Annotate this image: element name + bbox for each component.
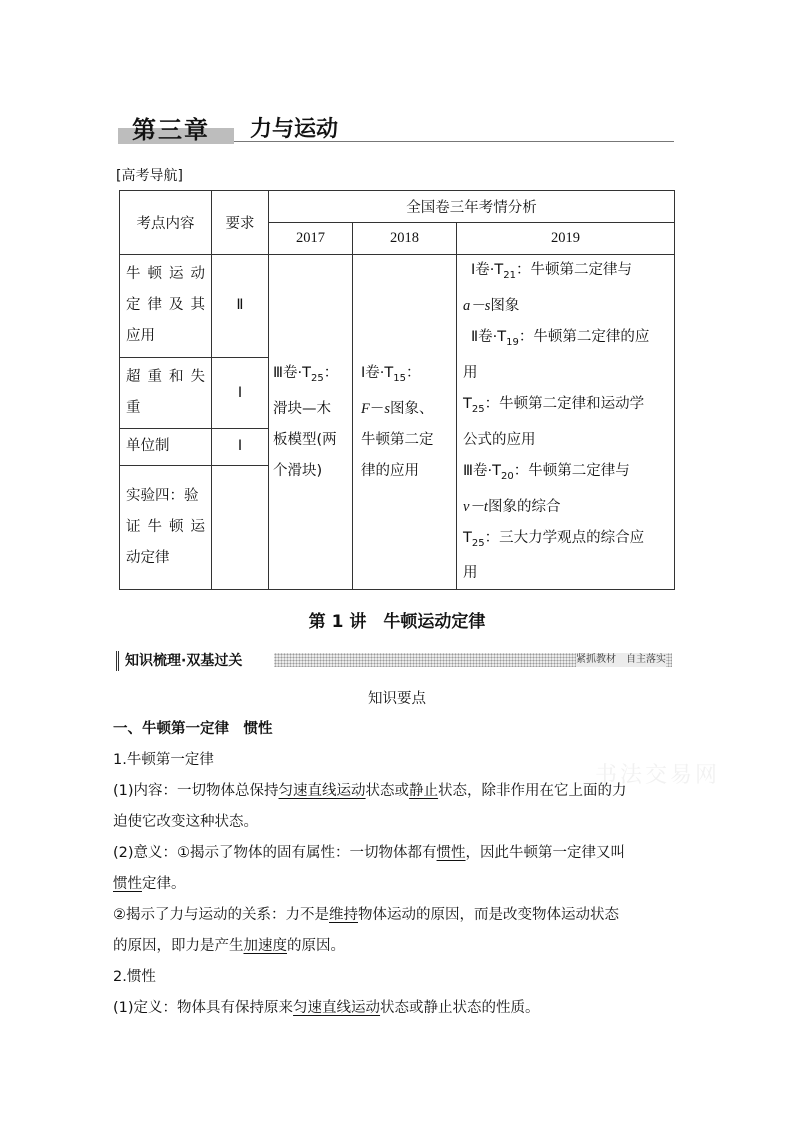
header-analysis: 全国卷三年考情分析 (269, 191, 675, 223)
table-row-topic: 实验四：验 证牛顿运 动定律 (120, 465, 212, 590)
table-row-topic: 单位制 (120, 429, 212, 465)
paragraph-meaning: (2)意义：①揭示了物体的固有属性：一切物体都有惯性，因此牛顿第一定律又叫 惯性定律。 (113, 845, 626, 892)
year-2018: 2018 (353, 223, 457, 255)
lecture-title: 第 1 讲 牛顿运动定律 (308, 612, 486, 632)
table-row-requirement: Ⅱ (212, 255, 269, 358)
header-requirement: 要求 (212, 191, 269, 255)
heading-newton-first: 一、牛顿第一定律 惯性 (113, 721, 273, 737)
header-topic: 考点内容 (120, 191, 212, 255)
section-heading: 知识要点 (368, 691, 426, 707)
subheading-inertia: 2.惯性 (113, 969, 156, 985)
watermark: 书法交易网 (595, 763, 721, 788)
table-row-requirement: Ⅰ (212, 429, 269, 465)
year-2017: 2017 (269, 223, 353, 255)
cell-2017: Ⅲ卷$\cdot T_{25}$： 滑块—木 板模型(两 个滑块) (269, 255, 353, 590)
exam-guide-label: [高考导航] (116, 168, 183, 184)
cell-2019: Ⅰ卷$\cdot T_{21}$：牛顿第二定律与 a－s图象 Ⅱ卷$\cdot T_{19}$：牛顿第二定律的应 用 $T_{25}$：牛顿第二定律和运动学 公式的应用 Ⅲ卷$\cdot T_{20}$：牛顿第二定律与 v－t图象的综合 $T_{25}$：三大力学观点的综合应 用 (457, 255, 675, 590)
cell-2018: Ⅰ卷$\cdot T_{15}$： F－s图象、 牛顿第二定 律的应用 (353, 255, 457, 590)
chapter-rule (234, 141, 674, 142)
table-row-requirement: Ⅰ (212, 357, 269, 429)
paragraph-force-motion: ②揭示了力与运动的关系：力不是维持物体运动的原因，而是改变物体运动状态 的原因，即力是产生加速度的原因。 (113, 907, 619, 954)
chapter-number: 第三章 (132, 116, 210, 144)
banner-label: 知识梳理·双基过关 (116, 651, 246, 671)
table-row-topic: 超重和失 重 (120, 357, 212, 429)
paragraph-inertia-definition: (1)定义：物体具有保持原来匀速直线运动状态或静止状态的性质。 (113, 1000, 540, 1016)
subheading-first-law: 1.牛顿第一定律 (113, 752, 214, 768)
banner-tagline: 紧抓教材 自主落实 (576, 654, 666, 665)
exam-analysis-table (119, 190, 675, 590)
section-banner (116, 651, 672, 671)
paragraph-content: (1)内容：一切物体总保持匀速直线运动状态或静止状态，除非作用在它上面的力 迫使它改变这种状态。 (113, 783, 627, 830)
table-row-requirement (212, 465, 269, 590)
table-row-topic: 牛顿运动 定律及其 应用 (120, 255, 212, 358)
chapter-title: 力与运动 (250, 117, 339, 142)
year-2019: 2019 (457, 223, 675, 255)
